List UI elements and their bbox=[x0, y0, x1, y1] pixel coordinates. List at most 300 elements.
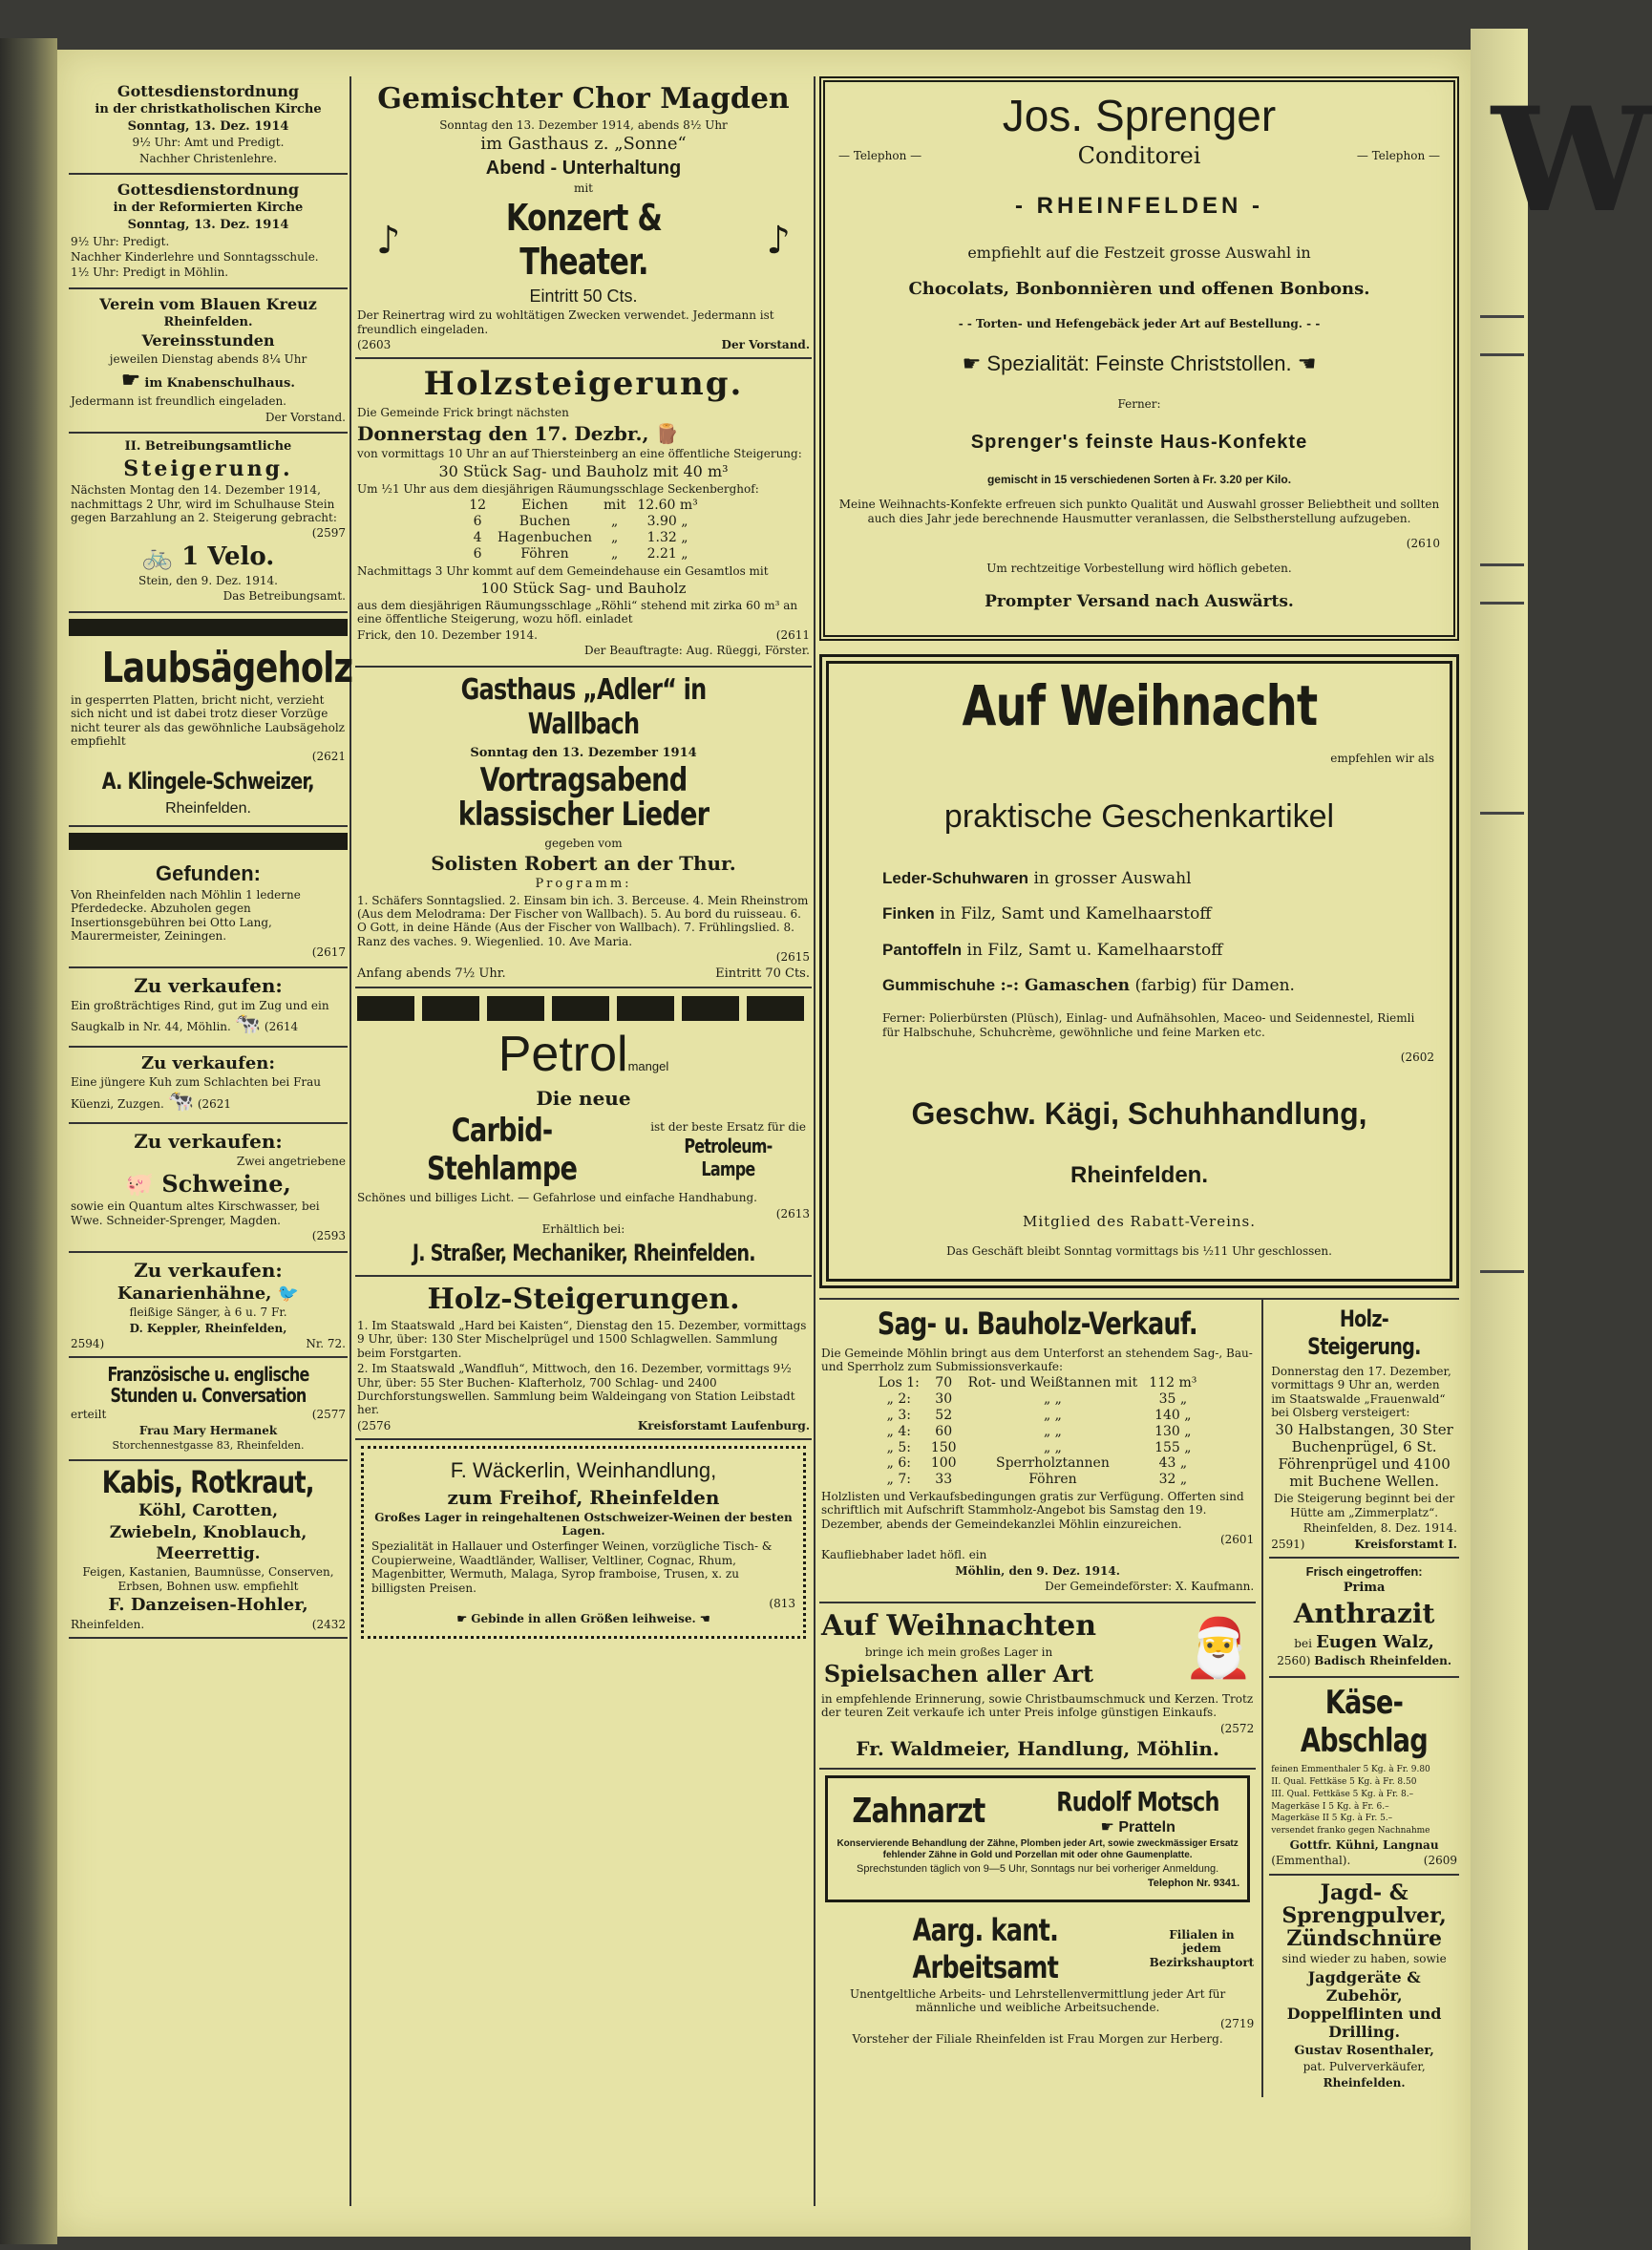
ad-name-line bbox=[1271, 1632, 1457, 1653]
next-page-edge: W bbox=[1471, 29, 1528, 2250]
cell: Föhren bbox=[520, 545, 569, 562]
ad-town: Rheinfelden. bbox=[1070, 1161, 1208, 1188]
cell: Eichen bbox=[521, 498, 568, 514]
ad-verkaufen-rind bbox=[69, 968, 348, 1048]
cell: „ 4: bbox=[886, 1423, 911, 1439]
ad-name: Rudolf Motsch bbox=[1056, 1786, 1219, 1818]
ad-headline: Jos. Sprenger bbox=[1002, 91, 1277, 140]
cell: Sperrholztannen bbox=[996, 1455, 1110, 1472]
ad-motsch bbox=[825, 1775, 1250, 1902]
ornament-bar bbox=[357, 996, 810, 1021]
ad-text: Meerrettig. bbox=[156, 1544, 261, 1564]
ad-kaegi bbox=[819, 654, 1459, 1288]
ad-item: 30 Halbstangen, 30 Ster Buchenprügel, 6 St. Föhrenprügel und 4100 mit Buchene Wellen. bbox=[1275, 1421, 1453, 1491]
ad-text: von vormittags 10 Uhr an auf Thiersteinberg an eine öffentliche Steigerung: bbox=[357, 446, 802, 460]
ad-number: (2577 bbox=[311, 1408, 346, 1422]
table-row bbox=[463, 546, 704, 562]
ad-text: Köhl, Carotten, bbox=[138, 1501, 279, 1521]
ad-item: Carbid-Stehlampe bbox=[427, 1111, 578, 1189]
ad-footer-row bbox=[1271, 1538, 1457, 1551]
cell: 70 bbox=[935, 1375, 953, 1391]
santa-icon: 🎅 bbox=[1182, 1615, 1255, 1683]
ad-item: 1 Velo. bbox=[181, 541, 275, 571]
ad-text: Petroleum-Lampe bbox=[684, 1135, 773, 1181]
ad-text: Gebinde in allen Größen leihweise. bbox=[471, 1612, 696, 1626]
ad-name: Gottfr. Kühni, Langnau bbox=[1289, 1838, 1439, 1853]
ad-town: Rheinfelden. bbox=[1323, 2075, 1406, 2090]
column-1 bbox=[69, 76, 353, 1639]
cell: 12 bbox=[469, 498, 487, 514]
ad-verkaufen-schweine bbox=[69, 1124, 348, 1252]
ad-date: Frick, den 10. Dezember 1914. bbox=[357, 627, 538, 642]
ad-date: Sonntag den 13. Dezember 1914 bbox=[470, 745, 697, 760]
cell: „ 7: bbox=[886, 1472, 911, 1488]
ad-subtitle: in der Reformierten Kirche bbox=[113, 201, 304, 216]
ad-sprenger bbox=[819, 76, 1459, 641]
ad-text: Die Gemeinde Möhlin bringt aus dem Unterforst an stehendem Sag-, Bau- und Sperrholz zum Submissionsverkaufe: bbox=[821, 1346, 1253, 1373]
ad-program: 1. Schäfers Sonntagslied. 2. Einsam bin ich. 3. Berceuse. 4. Mein Rheinstrom (Aus dem Melodrama: Der Fischer von Wallbach). 5. Au bord du ruisseau. 6. O Gott, in deine Hände (Aus der Fischer von Wallbach). 7. Frühlingslied. 8. Ranz des vaches. 9. Wiegenlied. 10. Ave Maria. bbox=[357, 893, 809, 948]
ad-text-line bbox=[71, 999, 346, 1038]
ad-number: (2432 bbox=[311, 1617, 346, 1631]
ad-town: Rheinfelden. bbox=[71, 1617, 145, 1631]
ad-anthrazit bbox=[1269, 1559, 1459, 1678]
ad-text-line bbox=[71, 368, 346, 393]
ad-lamp-side bbox=[646, 1120, 810, 1181]
ad-town: Pratteln bbox=[1118, 1818, 1175, 1836]
ad-text: sowie ein Quantum altes Kirschwasser, bei Wwe. Schneider-Sprenger, Magden. bbox=[71, 1199, 320, 1227]
ad-text: fleißige Sänger, à 6 u. 7 Fr. bbox=[129, 1305, 287, 1320]
cell: 150 bbox=[930, 1439, 957, 1455]
ad-name: Eugen Walz, bbox=[1316, 1631, 1434, 1652]
ad-text: Kaufliebhaber ladet höfl. ein bbox=[821, 1548, 987, 1562]
ad-jagd bbox=[1269, 1876, 1459, 2097]
product-desc: in Filz, Samt und Kamelhaarstoff bbox=[940, 904, 1212, 924]
ad-title: II. Betreibungsamtliche bbox=[124, 439, 292, 455]
list-item bbox=[882, 976, 1434, 995]
col3-left bbox=[819, 1300, 1263, 2097]
ad-franzoesisch bbox=[69, 1358, 348, 1461]
ad-text: ist der beste Ersatz für die bbox=[650, 1119, 806, 1134]
cell: Buchen bbox=[519, 514, 571, 530]
ad-text: 2. Im Staatswald „Wandfluh“, Mittwoch, den 16. Dezember, vormittags 9½ Uhr, über: 55 Ster Buchen- Klafterholz, 700 Schlag- und 2400 Durchforstungswellen. Sammlung beim Waldeingang von Station Leibstadt her. bbox=[357, 1362, 795, 1417]
ad-place: im Gasthaus z. „Sonne“ bbox=[480, 134, 687, 155]
ad-text: 1½ Uhr: Predigt in Möhlin. bbox=[71, 265, 229, 280]
table-row bbox=[873, 1391, 1203, 1408]
ad-headline: Zahnarzt bbox=[852, 1791, 985, 1831]
ad-number: (2609 bbox=[1423, 1854, 1457, 1868]
cell: „ 6: bbox=[886, 1455, 911, 1472]
ad-verkaufen-kanarien bbox=[69, 1253, 348, 1359]
ad-text: pat. Pulververkäufer, bbox=[1303, 2060, 1426, 2074]
cell: 6 bbox=[473, 514, 482, 530]
product-name: Leder-Schuhwaren bbox=[882, 868, 1029, 887]
table-row bbox=[873, 1424, 1203, 1440]
ad-text: Um ½1 Uhr aus dem diesjährigen Räumungsschlage Seckenberghof: bbox=[357, 482, 759, 497]
pointing-hand-icon: ☚ bbox=[1297, 350, 1317, 375]
kaese-list bbox=[1271, 1765, 1457, 1836]
ad-footer-row bbox=[357, 966, 810, 982]
ad-text: Chocolats, Bonbonnièren und offenen Bonbons. bbox=[908, 278, 1370, 299]
ad-hours: Sprechstunden täglich von 9—5 Uhr, Sonntags nur bei vorheriger Anmeldung. bbox=[857, 1862, 1219, 1875]
cell: 32 „ bbox=[1158, 1472, 1188, 1488]
cell: 35 „ bbox=[1158, 1391, 1188, 1408]
table-row bbox=[873, 1455, 1203, 1472]
ad-number: (2576 bbox=[357, 1418, 392, 1433]
ad-text: Nachher Christenlehre. bbox=[138, 151, 278, 165]
cell: „ 5: bbox=[886, 1439, 911, 1455]
cell: 140 „ bbox=[1154, 1407, 1192, 1423]
ad-performer: Solisten Robert an der Thur. bbox=[431, 851, 736, 875]
ad-number: (2572 bbox=[1219, 1721, 1255, 1735]
pointing-hand-icon: ☛ bbox=[121, 368, 140, 393]
ad-holzsteigerungen-kaisten bbox=[355, 1277, 812, 1440]
ad-text: - - Torten- und Hefengebäck jeder Art auf Bestellung. - - bbox=[958, 316, 1321, 330]
ad-gottesdienst-christkath bbox=[69, 76, 348, 175]
ad-place: zum Freihof, Rheinfelden bbox=[447, 1485, 720, 1509]
column-rule bbox=[349, 76, 351, 2206]
ad-text: Zwei angetriebene bbox=[236, 1155, 346, 1169]
ad-title-block bbox=[821, 1607, 1096, 1690]
ad-text: Programm: bbox=[535, 876, 632, 891]
ad-headline: Sag- u. Bauholz-Verkauf. bbox=[878, 1305, 1198, 1343]
ad-text: (Emmenthal). bbox=[1271, 1854, 1351, 1868]
ad-sub-row bbox=[71, 1408, 346, 1421]
ad-date: Sonntag den 13. Dezember 1914, abends 8½ Uhr bbox=[439, 118, 728, 132]
ad-item: Schweine, bbox=[161, 1169, 291, 1198]
cell: mit bbox=[603, 498, 626, 514]
ad-text: 1. Im Staatswald „Hard bei Kaisten“, Dienstag den 15. Dezember, vormittags 9 Uhr, über: 130 Ster Mischelprügel und 1500 Schlagwellen. Sammlung beim Forstgarten. bbox=[357, 1319, 807, 1360]
ad-number: 2594) bbox=[71, 1336, 105, 1350]
col3-split-row bbox=[819, 1298, 1459, 2097]
ad-text: bei bbox=[1294, 1636, 1312, 1650]
ad-footer-row bbox=[357, 338, 810, 351]
ad-waldmeier bbox=[819, 1603, 1256, 1770]
column-3 bbox=[819, 76, 1459, 2097]
ad-number: (2610 bbox=[1406, 536, 1440, 550]
ad-title-row bbox=[821, 1912, 1254, 1985]
ad-text: bringe ich mein großes Lager in bbox=[864, 1645, 1053, 1659]
cell: „ „ bbox=[1043, 1391, 1062, 1408]
ad-signature: Der Vorstand. bbox=[265, 410, 346, 424]
ad-text: gemischt in 15 verschiedenen Sorten à Fr. 3.20 per Kilo. bbox=[986, 472, 1292, 486]
ad-text: Zwiebeln, Knoblauch, bbox=[109, 1522, 307, 1542]
ad-name: F. Danzeisen-Hohler, bbox=[108, 1595, 308, 1616]
ad-text: Um rechtzeitige Vorbestellung wird höflich gebeten. bbox=[986, 562, 1292, 576]
table-row bbox=[873, 1375, 1203, 1391]
ad-item-line bbox=[71, 1284, 346, 1305]
product-name: Finken bbox=[882, 904, 935, 923]
pointing-hand-icon: ☛ bbox=[456, 1612, 468, 1626]
rule-bar bbox=[69, 833, 348, 850]
cell: Rot- und Weißtannen mit bbox=[967, 1375, 1138, 1391]
cell: „ bbox=[611, 530, 619, 546]
ad-signature: Kreisforstamt I. bbox=[1354, 1537, 1457, 1551]
ad-chor-magden bbox=[355, 76, 812, 359]
ad-headline: Gefunden: bbox=[156, 860, 261, 885]
ad-headline: Holz-Steigerungen. bbox=[427, 1283, 740, 1317]
ad-text: Ferner: Polierbürsten (Plüsch), Einlag- und Aufnähsohlen, Maceo- und Seidennestel, Riemli für Halbschuhe, Schuhcrème, gewöhnliche und feine Marken etc. bbox=[882, 1011, 1415, 1039]
column-2 bbox=[355, 76, 812, 1645]
cell: „ bbox=[611, 545, 619, 562]
ad-date: Sonntag, 13. Dez. 1914 bbox=[127, 217, 289, 232]
column-rule bbox=[814, 76, 815, 2206]
ad-text: Donnerstag den 17. Dezember, vormittags 9 Uhr an, werden im Staatswalde „Frauenwald“ bei Olsberg versteigert: bbox=[1271, 1364, 1451, 1419]
ad-text: Der Reinertrag wird zu wohltätigen Zwecken verwendet. Jedermann ist freundlich eingeladen. bbox=[357, 308, 774, 336]
ad-footer-row bbox=[71, 1337, 346, 1350]
ad-item-line bbox=[71, 1171, 346, 1199]
ad-gefunden bbox=[69, 856, 348, 968]
ad-number: (2597 bbox=[311, 526, 346, 541]
ad-headline: Holz-Steigerung. bbox=[1307, 1305, 1421, 1360]
product-name: Pantoffeln bbox=[882, 940, 963, 959]
product-desc: (farbig) für Damen. bbox=[1134, 976, 1295, 996]
ad-item: Konzert & Theater. bbox=[505, 197, 662, 283]
cell: 43 „ bbox=[1158, 1455, 1188, 1472]
cell: 33 bbox=[935, 1472, 953, 1488]
bicycle-icon: 🚲 bbox=[141, 541, 173, 571]
ad-text: Nächsten Montag den 14. Dezember 1914, nachmittags 2 Uhr, wird im Schulhause Stein gegen Barzahlung an 2. Steigerung gebracht: bbox=[71, 483, 337, 524]
ad-entry: Eintritt 50 Cts. bbox=[529, 286, 638, 306]
ad-headline: Zu verkaufen: bbox=[134, 974, 283, 998]
ad-text: mit bbox=[573, 180, 594, 195]
table-row bbox=[873, 1408, 1203, 1424]
ad-tel: Telephon Nr. 9341. bbox=[1147, 1877, 1240, 1889]
ad-text: Spezialität in Hallauer und Osterfinger Weinen, vorzügliche Tisch- & Coupierweine, Waadtländer, Walliser, Veltliner, Cognac, Rhum, Magenbitter, Wermuth, Malaga, Syrop framboise, Trusen, x. zu billigsten Preisen. bbox=[371, 1539, 773, 1595]
ad-arbeitsamt bbox=[819, 1908, 1256, 2053]
cell: „ bbox=[611, 514, 619, 530]
cell: „ „ bbox=[1043, 1407, 1062, 1423]
ad-town-line: ☛ Pratteln bbox=[1100, 1818, 1175, 1836]
ad-text: Großes Lager in reingehaltenen Ostschweizer-Weinen der besten Lagen. bbox=[374, 1510, 793, 1538]
ad-text: in empfehlende Erinnerung, sowie Christbaumschmuck und Kerzen. Trotz der teuren Zeit verkaufe ich unter Preis infolge günstigen Einkaufs. bbox=[821, 1691, 1254, 1720]
ad-text: Erhältlich bei: bbox=[541, 1221, 625, 1236]
ad-name: D. Keppler, Rheinfelden, bbox=[129, 1321, 287, 1335]
cell: 100 bbox=[930, 1455, 957, 1472]
ad-headline: Jagd- & Sprengpulver, Zündschnüre bbox=[1281, 1879, 1447, 1952]
ad-text: Meine Weihnachts-Konfekte erfreuen sich punkto Qualität und Auswahl grosser Beliebtheit und sollten auch dies Jahr jede berechnende Hausmutter veranlassen, die Selbstherstellung aufzugeben. bbox=[838, 498, 1440, 525]
ad-name: A. Klingele-Schweizer, bbox=[102, 767, 314, 795]
cell: Hagenbuchen bbox=[498, 530, 592, 546]
ad-headline: Auf Weihnacht bbox=[962, 673, 1317, 739]
ad-date: Rheinfelden, 8. Dez. 1914. bbox=[1303, 1521, 1457, 1536]
ad-text: jeweilen Dienstag abends 8¼ Uhr bbox=[109, 351, 307, 366]
ad-headline: Zu verkaufen: bbox=[134, 1130, 283, 1154]
ad-text: Nr. 72. bbox=[306, 1336, 346, 1350]
ad-headline: Laubsägeholz bbox=[101, 643, 353, 692]
ad-item-line bbox=[71, 542, 346, 572]
ad-number: (2601 bbox=[1219, 1533, 1255, 1547]
ad-item: Anthrazit bbox=[1293, 1598, 1435, 1630]
ad-town: Rheinfelden. bbox=[163, 314, 253, 329]
ad-name: Fr. Waldmeier, Handlung, Möhlin. bbox=[856, 1737, 1219, 1761]
ad-item: 100 Stück Sag- und Bauholz bbox=[480, 580, 687, 598]
ad-betreibung bbox=[69, 434, 348, 613]
ad-text: empfiehlt auf die Festzeit grosse Auswahl in bbox=[967, 243, 1311, 262]
list-item: III. Qual. Fettkäse 5 Kg. à Fr. 8.– bbox=[1271, 1789, 1414, 1799]
list-item: Magerkäse I 5 Kg. à Fr. 6.– bbox=[1271, 1801, 1389, 1812]
ad-text: empfehlen wir als bbox=[1330, 751, 1434, 765]
ad-headline: Käse-Abschlag bbox=[1301, 1683, 1429, 1761]
ad-tel: — Telephon — bbox=[838, 149, 922, 163]
product-desc: in grosser Auswahl bbox=[1033, 868, 1192, 888]
ad-text: Die Gemeinde Frick bringt nächsten bbox=[357, 406, 569, 420]
list-item bbox=[882, 904, 1434, 923]
product-name: :-: Gamaschen bbox=[1000, 976, 1131, 996]
ad-headline: Holzsteigerung. bbox=[423, 365, 744, 404]
holz-table bbox=[463, 498, 704, 562]
cow-icon: 🐄 bbox=[234, 1012, 262, 1037]
ad-holz-olsberg bbox=[1269, 1300, 1459, 1559]
pig-icon: 🐖 bbox=[125, 1169, 154, 1198]
ad-text: Prompter Versand nach Auswärts. bbox=[985, 591, 1294, 611]
ad-signature: Der Vorstand. bbox=[721, 337, 810, 351]
ad-headline: Steigerung. bbox=[123, 456, 293, 481]
ad-title-row bbox=[821, 1607, 1254, 1690]
ad-number: (2621 bbox=[197, 1096, 232, 1111]
ad-text: Jedermann ist freundlich eingeladen. bbox=[71, 394, 286, 409]
rule-bar bbox=[69, 619, 348, 636]
col3-right bbox=[1263, 1300, 1459, 2097]
pointing-hand-icon: ☛ bbox=[962, 350, 982, 375]
ad-subtitle: Abend - Unterhaltung bbox=[485, 157, 682, 179]
cell: 130 „ bbox=[1154, 1423, 1192, 1439]
ad-item: Spielsachen aller Art bbox=[823, 1660, 1094, 1688]
ad-name: Geschw. Kägi, Schuhhandlung, bbox=[911, 1095, 1367, 1131]
product-name: Gummischuhe bbox=[882, 976, 996, 995]
ad-name: F. Wäckerlin, Weinhandlung, bbox=[450, 1458, 717, 1483]
ad-name: Frau Mary Hermanek bbox=[138, 1423, 278, 1437]
ad-headline-line bbox=[357, 1025, 810, 1084]
lyre-icon: ♪ bbox=[376, 218, 401, 263]
ad-number: (2593 bbox=[311, 1229, 346, 1243]
ad-text: Die Steigerung beginnt bei der Hütte am „Zimmerplatz“. bbox=[1274, 1492, 1455, 1519]
ad-date-line bbox=[357, 422, 810, 445]
lyre-icon: ♪ bbox=[766, 218, 791, 263]
ad-number: (2611 bbox=[775, 627, 810, 642]
ad-text: Prima bbox=[1343, 1581, 1386, 1596]
ad-address: Storchennestgasse 83, Rheinfelden. bbox=[112, 1439, 305, 1453]
ad-item: Kanarienhähne, bbox=[116, 1283, 272, 1304]
list-item bbox=[882, 869, 1434, 888]
cell: 52 bbox=[935, 1407, 953, 1423]
ad-kabis bbox=[69, 1461, 348, 1639]
ad-text: Schönes und billiges Licht. — Gefahrlose und einfache Handhabung. bbox=[357, 1191, 757, 1205]
ad-text: in gesperrten Platten, bricht nicht, verzieht sich nicht und ist dabei trotz dieser Vorzüge nicht teurer als das gewöhnliche Laubsägeholz empfiehlt bbox=[71, 692, 345, 748]
ad-headline: Zu verkaufen: bbox=[134, 1258, 283, 1282]
ad-text: Eine jüngere Kuh zum Schlachten bei Frau Küenzi, Zuzgen. bbox=[71, 1075, 322, 1111]
ad-text: aus dem diesjährigen Räumungsschlage „Röhli“ stehend mit zirka 60 m³ an eine öffentliche Steigerung, wozu höfl. einladet bbox=[357, 599, 798, 626]
cell: 30 bbox=[935, 1391, 953, 1408]
ad-item: 30 Stück Sag- und Bauholz mit 40 m³ bbox=[438, 461, 729, 480]
cell: 60 bbox=[935, 1423, 953, 1439]
cell: „ „ bbox=[1043, 1439, 1062, 1455]
ad-headline: Französische u. englische Stunden u. Conversation bbox=[107, 1363, 309, 1408]
ad-town: - RHEINFELDEN - bbox=[1015, 192, 1263, 219]
ad-name-block bbox=[1036, 1786, 1239, 1836]
ad-number: (2719 bbox=[1219, 2016, 1255, 2030]
table-row bbox=[463, 530, 704, 546]
ad-number: (2621 bbox=[311, 750, 346, 764]
ad-footer-line bbox=[1271, 1654, 1457, 1667]
ad-date: Stein, den 9. Dez. 1914. bbox=[138, 573, 278, 587]
ad-name: J. Straßer, Mechaniker, Rheinfelden. bbox=[412, 1240, 755, 1267]
ad-subtitle: Vereinsstunden bbox=[141, 331, 275, 350]
ad-number: (2603 bbox=[357, 337, 392, 351]
ad-number: 2560) bbox=[1277, 1654, 1311, 1668]
table-row bbox=[873, 1440, 1203, 1456]
ad-text: Das Geschäft bleibt Sonntag vormittags bis ½11 Uhr geschlossen. bbox=[946, 1243, 1332, 1258]
ad-text: Von Rheinfelden nach Möhlin 1 lederne Pferdedecke. Abzuholen gegen Insertionsgebühren bei Otto Lang, Maurermeister, Zeiningen. bbox=[71, 888, 301, 944]
ad-text: im Knabenschulhaus. bbox=[144, 376, 295, 392]
ad-sag-bauholz bbox=[819, 1300, 1256, 1603]
cell: „ 2: bbox=[886, 1391, 911, 1408]
cell: „ „ bbox=[1043, 1423, 1062, 1439]
cell: 3.90 „ bbox=[646, 514, 688, 530]
ad-text: Mitglied des Rabatt-Vereins. bbox=[1022, 1212, 1257, 1230]
ad-text: Nachher Kinderlehre und Sonntagsschule. bbox=[71, 249, 319, 264]
cell: 155 „ bbox=[1154, 1439, 1192, 1455]
cell: „ 3: bbox=[886, 1407, 911, 1423]
cell: 2.21 „ bbox=[646, 545, 688, 562]
ad-item: Sprenger's feinste Haus-Konfekte bbox=[970, 431, 1308, 453]
ad-headline: Petrol bbox=[498, 1027, 628, 1083]
table-row bbox=[873, 1472, 1203, 1488]
cell: 6 bbox=[473, 545, 482, 562]
list-item: Magerkäse II 5 Kg. à Fr. 5.– bbox=[1271, 1814, 1393, 1824]
ad-subtitle: praktische Geschenkartikel bbox=[943, 798, 1335, 836]
ad-number: 2591) bbox=[1271, 1537, 1305, 1551]
ad-headline: Aarg. kant. Arbeitsamt bbox=[912, 1912, 1059, 1985]
ad-adler-wallbach bbox=[355, 668, 812, 989]
ad-tel: — Telephon — bbox=[1356, 149, 1440, 163]
ad-footer-row bbox=[71, 1618, 346, 1631]
ad-tel-row bbox=[838, 142, 1440, 170]
ad-subtitle: Conditorei bbox=[1077, 142, 1201, 170]
cell: Föhren bbox=[1028, 1472, 1077, 1488]
ad-town: Badisch Rheinfelden. bbox=[1314, 1654, 1451, 1668]
ad-text: sind wieder zu haben, sowie bbox=[1281, 1952, 1447, 1966]
ad-spec: Spezialität: Feinste Christstollen. bbox=[986, 350, 1292, 375]
ad-text: erteilt bbox=[71, 1408, 107, 1422]
ad-footer-row bbox=[357, 1419, 810, 1433]
ad-text: Unentgeltliche Arbeits- und Lehrstellenvermittlung jeder Art für männliche und weibliche Arbeitsuchende. bbox=[849, 1986, 1226, 2015]
ad-number: (2614 bbox=[264, 1020, 299, 1034]
cell: 1.32 „ bbox=[646, 530, 688, 546]
ad-number: (2617 bbox=[311, 945, 346, 959]
cell: 12.60 m³ bbox=[637, 498, 698, 514]
ad-signature: Der Gemeindeförster: X. Kaufmann. bbox=[1045, 1580, 1255, 1594]
ad-text: Vorsteher der Filiale Rheinfelden ist Frau Morgen zur Herberg. bbox=[852, 2032, 1223, 2047]
ad-text-line bbox=[71, 1075, 346, 1114]
ad-subtitle: in der christkatholischen Kirche bbox=[95, 102, 322, 117]
ad-signature: Das Betreibungsamt. bbox=[222, 589, 346, 604]
product-desc: in Filz, Samt u. Kamelhaarstoff bbox=[966, 940, 1223, 960]
cell: 112 m³ bbox=[1149, 1375, 1197, 1391]
ad-headline: Gemischter Chor Magden bbox=[377, 82, 790, 116]
ad-holzsteigerung-frick bbox=[355, 359, 812, 667]
ad-text: Ferner: bbox=[1117, 397, 1161, 412]
table-row bbox=[463, 498, 704, 514]
ad-title-row bbox=[836, 1786, 1239, 1836]
ad-concert-row bbox=[357, 197, 810, 284]
ad-waeckerlin bbox=[361, 1446, 806, 1639]
list-item: feinen Emmenthaler 5 Kg. à Fr. 9.80 bbox=[1271, 1765, 1430, 1775]
ad-text: Ein großträchtiges Rind, gut im Zug und ein Saugkalb in Nr. 44, Möhlin. bbox=[71, 999, 329, 1034]
cell: 4 bbox=[473, 530, 482, 546]
ad-kaese bbox=[1269, 1678, 1459, 1876]
ad-number: (813 bbox=[769, 1596, 795, 1610]
ad-text: Feigen, Kastanien, Baumnüsse, Conserven, Erbsen, Bohnen usw. empfiehlt bbox=[82, 1565, 334, 1593]
